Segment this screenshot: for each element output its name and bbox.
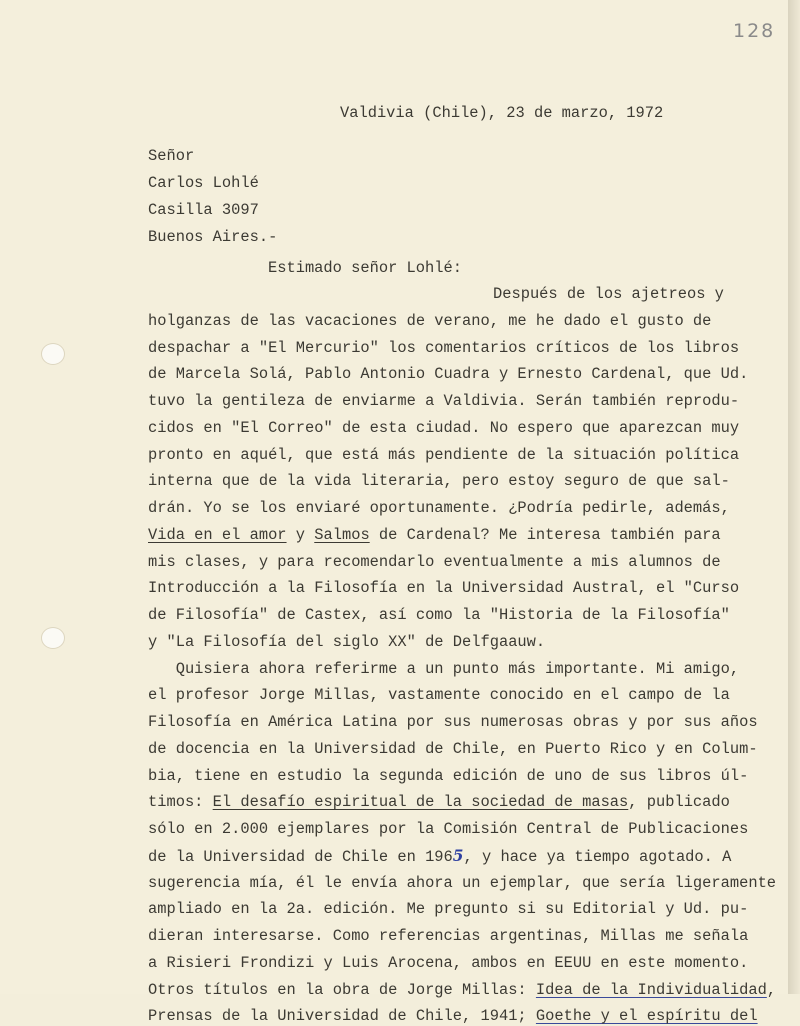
text-segment: Prensas de la Universidad de Chile, 1941; [148, 1007, 536, 1026]
text-segment: Filosofía en América Latina por sus numerosas obras y por sus años [148, 713, 758, 731]
body-line [148, 525, 721, 545]
text-segment: interna que de la vida literaria, pero estoy seguro de que sal- [148, 472, 730, 491]
body-line [148, 766, 748, 786]
body-line [148, 632, 545, 652]
underlined-title: Idea de la Individualidad [535, 980, 767, 999]
body-line [148, 552, 721, 572]
text-segment: dieran interesarse. Como referencias argentinas, Millas me señala [148, 927, 749, 945]
body-line [148, 739, 758, 759]
recipient-line: Señor [148, 147, 195, 165]
body-line [493, 284, 724, 304]
body-line [148, 311, 711, 331]
text-segment: pronto en aquél, que está más pendiente de la situación política [148, 445, 740, 464]
text-segment: drán. Yo se los enviaré oportunamente. ¿Podría pedirle, además, [148, 499, 730, 517]
text-segment: y "La Filosofía del siglo XX" de Delfgaauw. [148, 632, 546, 651]
text-segment: tuvo la gentileza de enviarme a Valdivia. Serán también reprodu- [148, 392, 740, 410]
handwritten-correction: 5 [452, 846, 464, 865]
salutation: Estimado señor Lohlé: [268, 259, 462, 277]
text-segment: despachar a "El Mercurio" los comentarios críticos de los libros [148, 338, 740, 357]
body-line [148, 391, 739, 411]
body-line [148, 445, 739, 465]
body-line [148, 471, 730, 491]
text-segment: bia, tiene en estudio la segunda edición de uno de sus libros úl- [148, 766, 749, 785]
text-segment: mis clases, y para recomendarlo eventualmente a mis alumnos de [148, 552, 721, 571]
body-line [148, 926, 748, 946]
body-line [148, 498, 730, 518]
text-segment: , [766, 980, 777, 999]
place-date: Valdivia (Chile), 23 de marzo, 1972 [340, 104, 664, 122]
body-line [148, 605, 730, 625]
text-segment: el profesor Jorge Millas, vastamente conocido en el campo de la [148, 686, 730, 705]
text-segment: , y hace ya tiempo agotado. A [463, 847, 732, 866]
punch-hole [41, 343, 65, 365]
body-line [148, 418, 739, 438]
underlined-title: Vida en el amor [148, 525, 287, 544]
body-line [148, 953, 748, 973]
handwritten-page-number: 128 [733, 20, 776, 42]
text-segment: ampliado en la 2a. edición. Me pregunto si su Editorial y Ud. pu- [148, 900, 749, 919]
text-segment: de Marcela Solá, Pablo Antonio Cuadra y Ernesto Cardenal, que Ud. [148, 365, 749, 384]
text-segment: Quisiera ahora referirme a un punto más importante. Mi amigo, [148, 659, 740, 678]
underlined-title: Salmos [314, 525, 370, 544]
text-segment: holganzas de las vacaciones de verano, me he dado el gusto de [148, 311, 712, 330]
body-line [148, 685, 730, 705]
underlined-title: El desafío espiritual de la sociedad de masas [212, 793, 629, 812]
body-line [148, 846, 731, 867]
text-segment: sólo en 2.000 ejemplares por la Comisión Central de Publicaciones [148, 820, 749, 838]
body-line [148, 364, 748, 384]
recipient-line: Casilla 3097 [148, 201, 259, 219]
text-segment: y [286, 525, 315, 544]
body-line [148, 712, 758, 732]
text-segment: Otros títulos en la obra de Jorge Millas: [148, 980, 536, 999]
text-segment: cidos en "El Correo" de esta ciudad. No espero que aparezcan muy [148, 418, 740, 437]
body-line [148, 1006, 758, 1026]
text-segment: de la Universidad de Chile en 196 [148, 847, 453, 866]
body-line [148, 792, 730, 812]
text-segment: de docencia en la Universidad de Chile, en Puerto Rico y en Colum- [148, 739, 758, 758]
body-line [148, 578, 739, 598]
underlined-title: Goethe y el espíritu del [535, 1007, 758, 1026]
body-line [148, 819, 748, 839]
text-segment: de Cardenal? Me interesa también para [369, 525, 721, 544]
text-segment: Después de los ajetreos y [493, 285, 724, 303]
recipient-line: Carlos Lohlé [148, 174, 259, 192]
text-segment: timos: [148, 793, 213, 812]
punch-hole [41, 627, 65, 649]
page-edge-shadow [788, 0, 800, 994]
text-segment: Introducción a la Filosofía en la Universidad Austral, el "Curso [148, 579, 740, 598]
body-line [148, 980, 776, 1000]
recipient-line: Buenos Aires.- [148, 228, 278, 246]
text-segment: , publicado [628, 793, 730, 812]
body-line [148, 899, 748, 919]
body-line [148, 338, 739, 358]
body-line [148, 659, 739, 679]
text-segment: a Risieri Frondizi y Luis Arocena, ambos en EEUU en este momento. [148, 953, 749, 972]
body-line [148, 873, 776, 893]
text-segment: de Filosofía" de Castex, así como la "Historia de la Filosofía" [148, 606, 730, 624]
text-segment: sugerencia mía, él le envía ahora un ejemplar, que sería ligeramente [148, 873, 777, 892]
